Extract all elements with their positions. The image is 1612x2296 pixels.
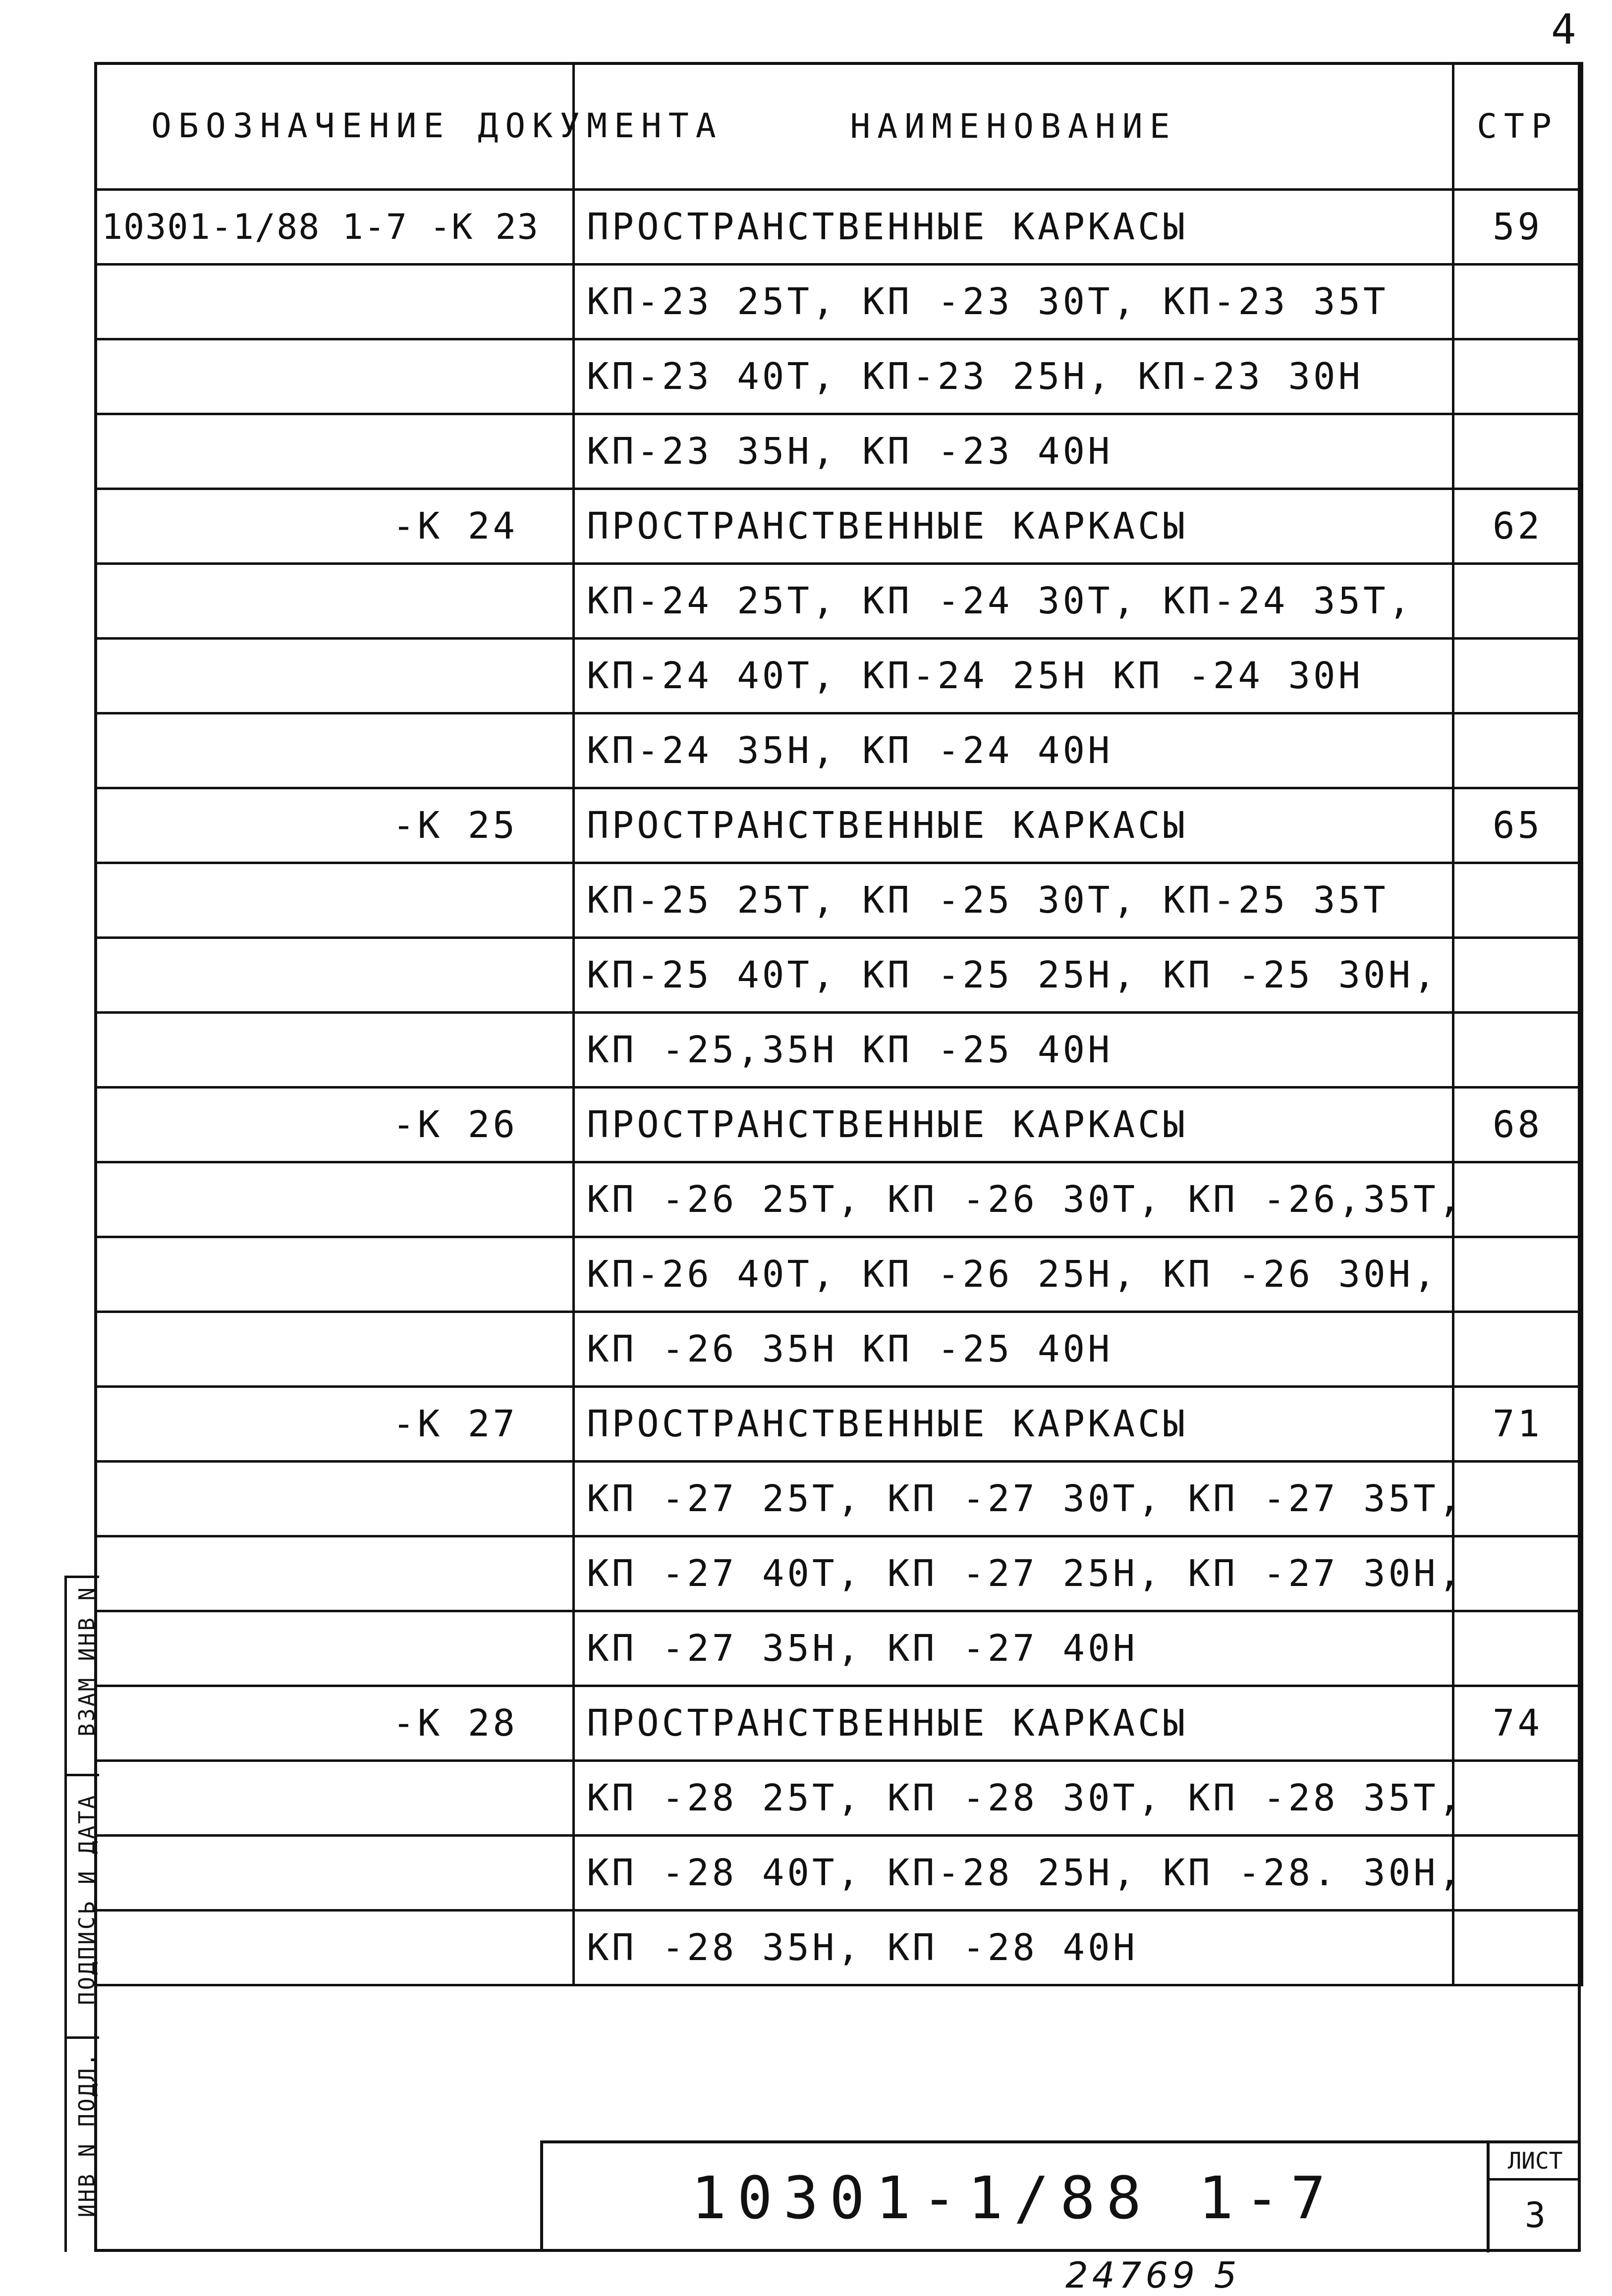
code-cell: 10301-1/88 1-7 -К 23 [96, 190, 574, 265]
name-cell: КП-23 35Н, КП -23 40Н [574, 414, 1453, 489]
side-strip-divider [64, 1576, 99, 1578]
name-cell: ПРОСТРАНСТВЕННЫЕ КАРКАСЫ [574, 489, 1453, 564]
name-cell: ПРОСТРАНСТВЕННЫЕ КАРКАСЫ [574, 1686, 1453, 1761]
name-cell: КП -28 35Н, КП -28 40Н [574, 1911, 1453, 1985]
handwritten-note: 24769 5 [1065, 2254, 1241, 2296]
name-cell: КП -27 25Т, КП -27 30Т, КП -27 35Т, [574, 1462, 1453, 1536]
sheet-label: ЛИСТ [1490, 2143, 1581, 2181]
name-cell: ПРОСТРАНСТВЕННЫЕ КАРКАСЫ [574, 190, 1453, 265]
page-cell: 62 [1453, 489, 1582, 564]
side-label-replace-inv: ВЗАМ ИНВ N [74, 1585, 100, 1737]
page-cell: 68 [1453, 1088, 1582, 1162]
page-cell: 59 [1453, 190, 1582, 265]
page-cell: 74 [1453, 1686, 1582, 1761]
page-cell: 65 [1453, 788, 1582, 863]
side-strip [0, 1576, 99, 2252]
header-designation: ОБОЗНАЧЕНИЕ ДОКУМЕНТА [96, 63, 574, 190]
name-cell: КП-24 40Т, КП-24 25Н КП -24 30Н [574, 639, 1453, 713]
name-cell: КП-26 40Т, КП -26 25Н, КП -26 30Н, [574, 1237, 1453, 1312]
sheet-number: 3 [1524, 2195, 1546, 2236]
side-strip-divider [64, 1774, 99, 1776]
page-cell: 71 [1453, 1387, 1582, 1462]
name-cell: КП -28 25Т, КП -28 30Т, КП -28 35Т, [574, 1761, 1453, 1836]
name-cell: КП-24 25Т, КП -24 30Т, КП-24 35Т, [574, 564, 1453, 639]
name-cell: КП-25 40Т, КП -25 25Н, КП -25 30Н, [574, 938, 1453, 1013]
name-cell: КП -28 40Т, КП-28 25Н, КП -28. 30Н, [574, 1836, 1453, 1911]
document-code: 10301-1/88 1-7 [691, 2164, 1337, 2232]
code-cell: -К 25 [96, 788, 574, 863]
side-strip-divider [64, 2036, 99, 2039]
name-cell: КП -27 35Н, КП -27 40Н [574, 1611, 1453, 1686]
code-cell: -К 24 [96, 489, 574, 564]
title-block [540, 2140, 1581, 2252]
name-cell: КП-24 35Н, КП -24 40Н [574, 713, 1453, 788]
code-cell: -К 28 [96, 1686, 574, 1761]
name-cell: КП-23 40Т, КП-23 25Н, КП-23 30Н [574, 339, 1453, 414]
page-number: 4 [1551, 5, 1576, 54]
code-cell: -К 26 [96, 1088, 574, 1162]
sheet-cell [1487, 2143, 1581, 2252]
name-cell: ПРОСТРАНСТВЕННЫЕ КАРКАСЫ [574, 1088, 1453, 1162]
name-cell: ПРОСТРАНСТВЕННЫЕ КАРКАСЫ [574, 788, 1453, 863]
side-label-signature-date: ПОДПИСЬ И ДАТА [74, 1794, 100, 2005]
sheet-frame [94, 62, 1581, 2252]
name-cell: КП -26 35Н КП -25 40Н [574, 1312, 1453, 1387]
header-name: НАИМЕНОВАНИЕ [574, 63, 1453, 190]
name-cell: КП -25,35Н КП -25 40Н [574, 1013, 1453, 1088]
side-strip-line [64, 1576, 67, 2252]
name-cell: КП -26 25Т, КП -26 30Т, КП -26,35Т, [574, 1162, 1453, 1237]
header-page: СТР [1453, 63, 1582, 190]
side-label-inv-orig: ИНВ N ПОДЛ. [74, 2051, 100, 2218]
name-cell: ПРОСТРАНСТВЕННЫЕ КАРКАСЫ [574, 1387, 1453, 1462]
code-cell: -К 27 [96, 1387, 574, 1462]
name-cell: КП-23 25Т, КП -23 30Т, КП-23 35Т [574, 265, 1453, 339]
name-cell: КП-25 25Т, КП -25 30Т, КП-25 35Т [574, 863, 1453, 938]
name-cell: КП -27 40Т, КП -27 25Н, КП -27 30Н, [574, 1536, 1453, 1611]
